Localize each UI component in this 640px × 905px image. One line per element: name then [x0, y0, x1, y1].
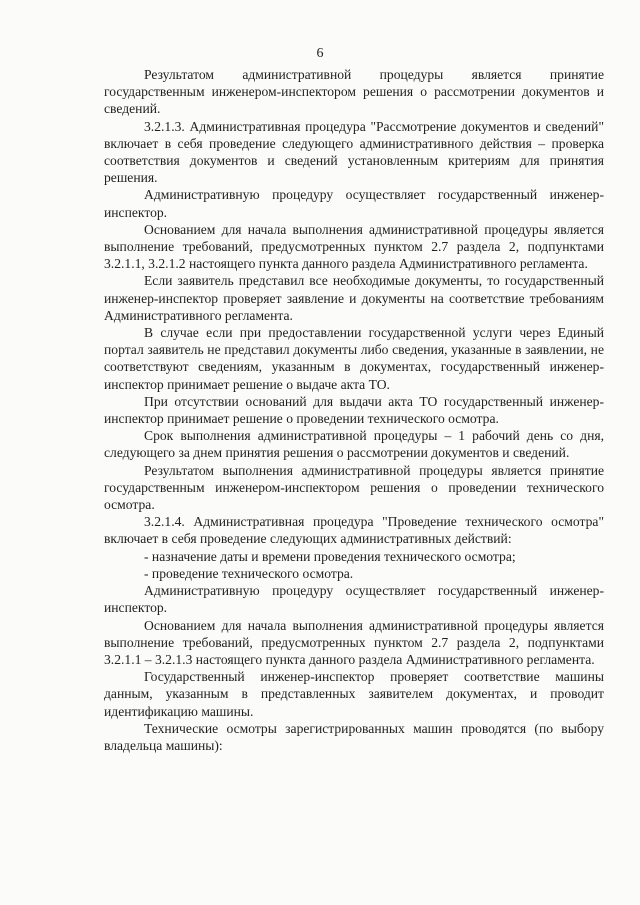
list-item: - проведение технического осмотра. — [144, 565, 354, 581]
paragraph: 3.2.1.4. Административная процедура "Проведение технического осмотра" включает в себя проведение следующих административных действий: — [104, 514, 604, 547]
list-item: - назначение даты и времени проведения технического осмотра; — [144, 548, 516, 564]
paragraph: Административную процедуру осуществляет государственный инженер-инспектор. — [104, 187, 604, 220]
page-number: 6 — [316, 46, 324, 61]
paragraph: Технические осмотры зарегистрированных машин проводятся (по выбору владельца машины): — [104, 720, 604, 753]
document-body — [104, 66, 604, 754]
paragraph: Результатом административной процедуры является принятие государственным инженером-инспектором решения о рассмотрении документов и сведений. — [104, 67, 604, 117]
paragraph: Государственный инженер-инспектор проверяет соответствие машины данным, указанным в представленных заявителем документах, и проводит идентификацию машины. — [104, 669, 604, 719]
paragraph: Основанием для начала выполнения административной процедуры является выполнение требований, предусмотренных пунктом 2.7 раздела 2, подпунктами 3.2.1.1 – 3.2.1.3 настоящего пункта данного раздела Административного регламента. — [104, 617, 604, 667]
paragraph: В случае если при предоставлении государственной услуги через Единый портал заявитель не представил документы либо сведения, указанные в заявлении, не соответствуют сведениям, указанным в документах, государственный инженер-инспектор принимает решение о выдаче акта ТО. — [104, 325, 604, 392]
paragraph: 3.2.1.3. Административная процедура "Рассмотрение документов и сведений" включает в себя проведение следующего административного действия – проверка соответствия документов и сведений установленным критериям для принятия решения. — [104, 118, 604, 186]
paragraph: Основанием для начала выполнения административной процедуры является выполнение требований, предусмотренных пунктом 2.7 раздела 2, подпунктами 3.2.1.1, 3.2.1.2 настоящего пункта данного раздела Административного регламента. — [104, 221, 604, 272]
paragraph: Административную процедуру осуществляет государственный инженер-инспектор. — [104, 583, 604, 616]
paragraph: Если заявитель представил все необходимые документы, то государственный инженер-инспектор проверяет заявление и документы на соответствие требованиям Административного регламента. — [104, 273, 604, 323]
paragraph: Срок выполнения административной процедуры – 1 рабочий день со дня, следующего за днем принятия решения о рассмотрении документов и сведений. — [104, 428, 604, 461]
paragraph: Результатом выполнения административной процедуры является принятие государственным инженером-инспектором решения о проведении технического осмотра. — [104, 462, 604, 513]
paragraph: При отсутствии оснований для выдачи акта ТО государственный инженер-инспектор принимает решение о проведении технического осмотра. — [104, 393, 604, 427]
